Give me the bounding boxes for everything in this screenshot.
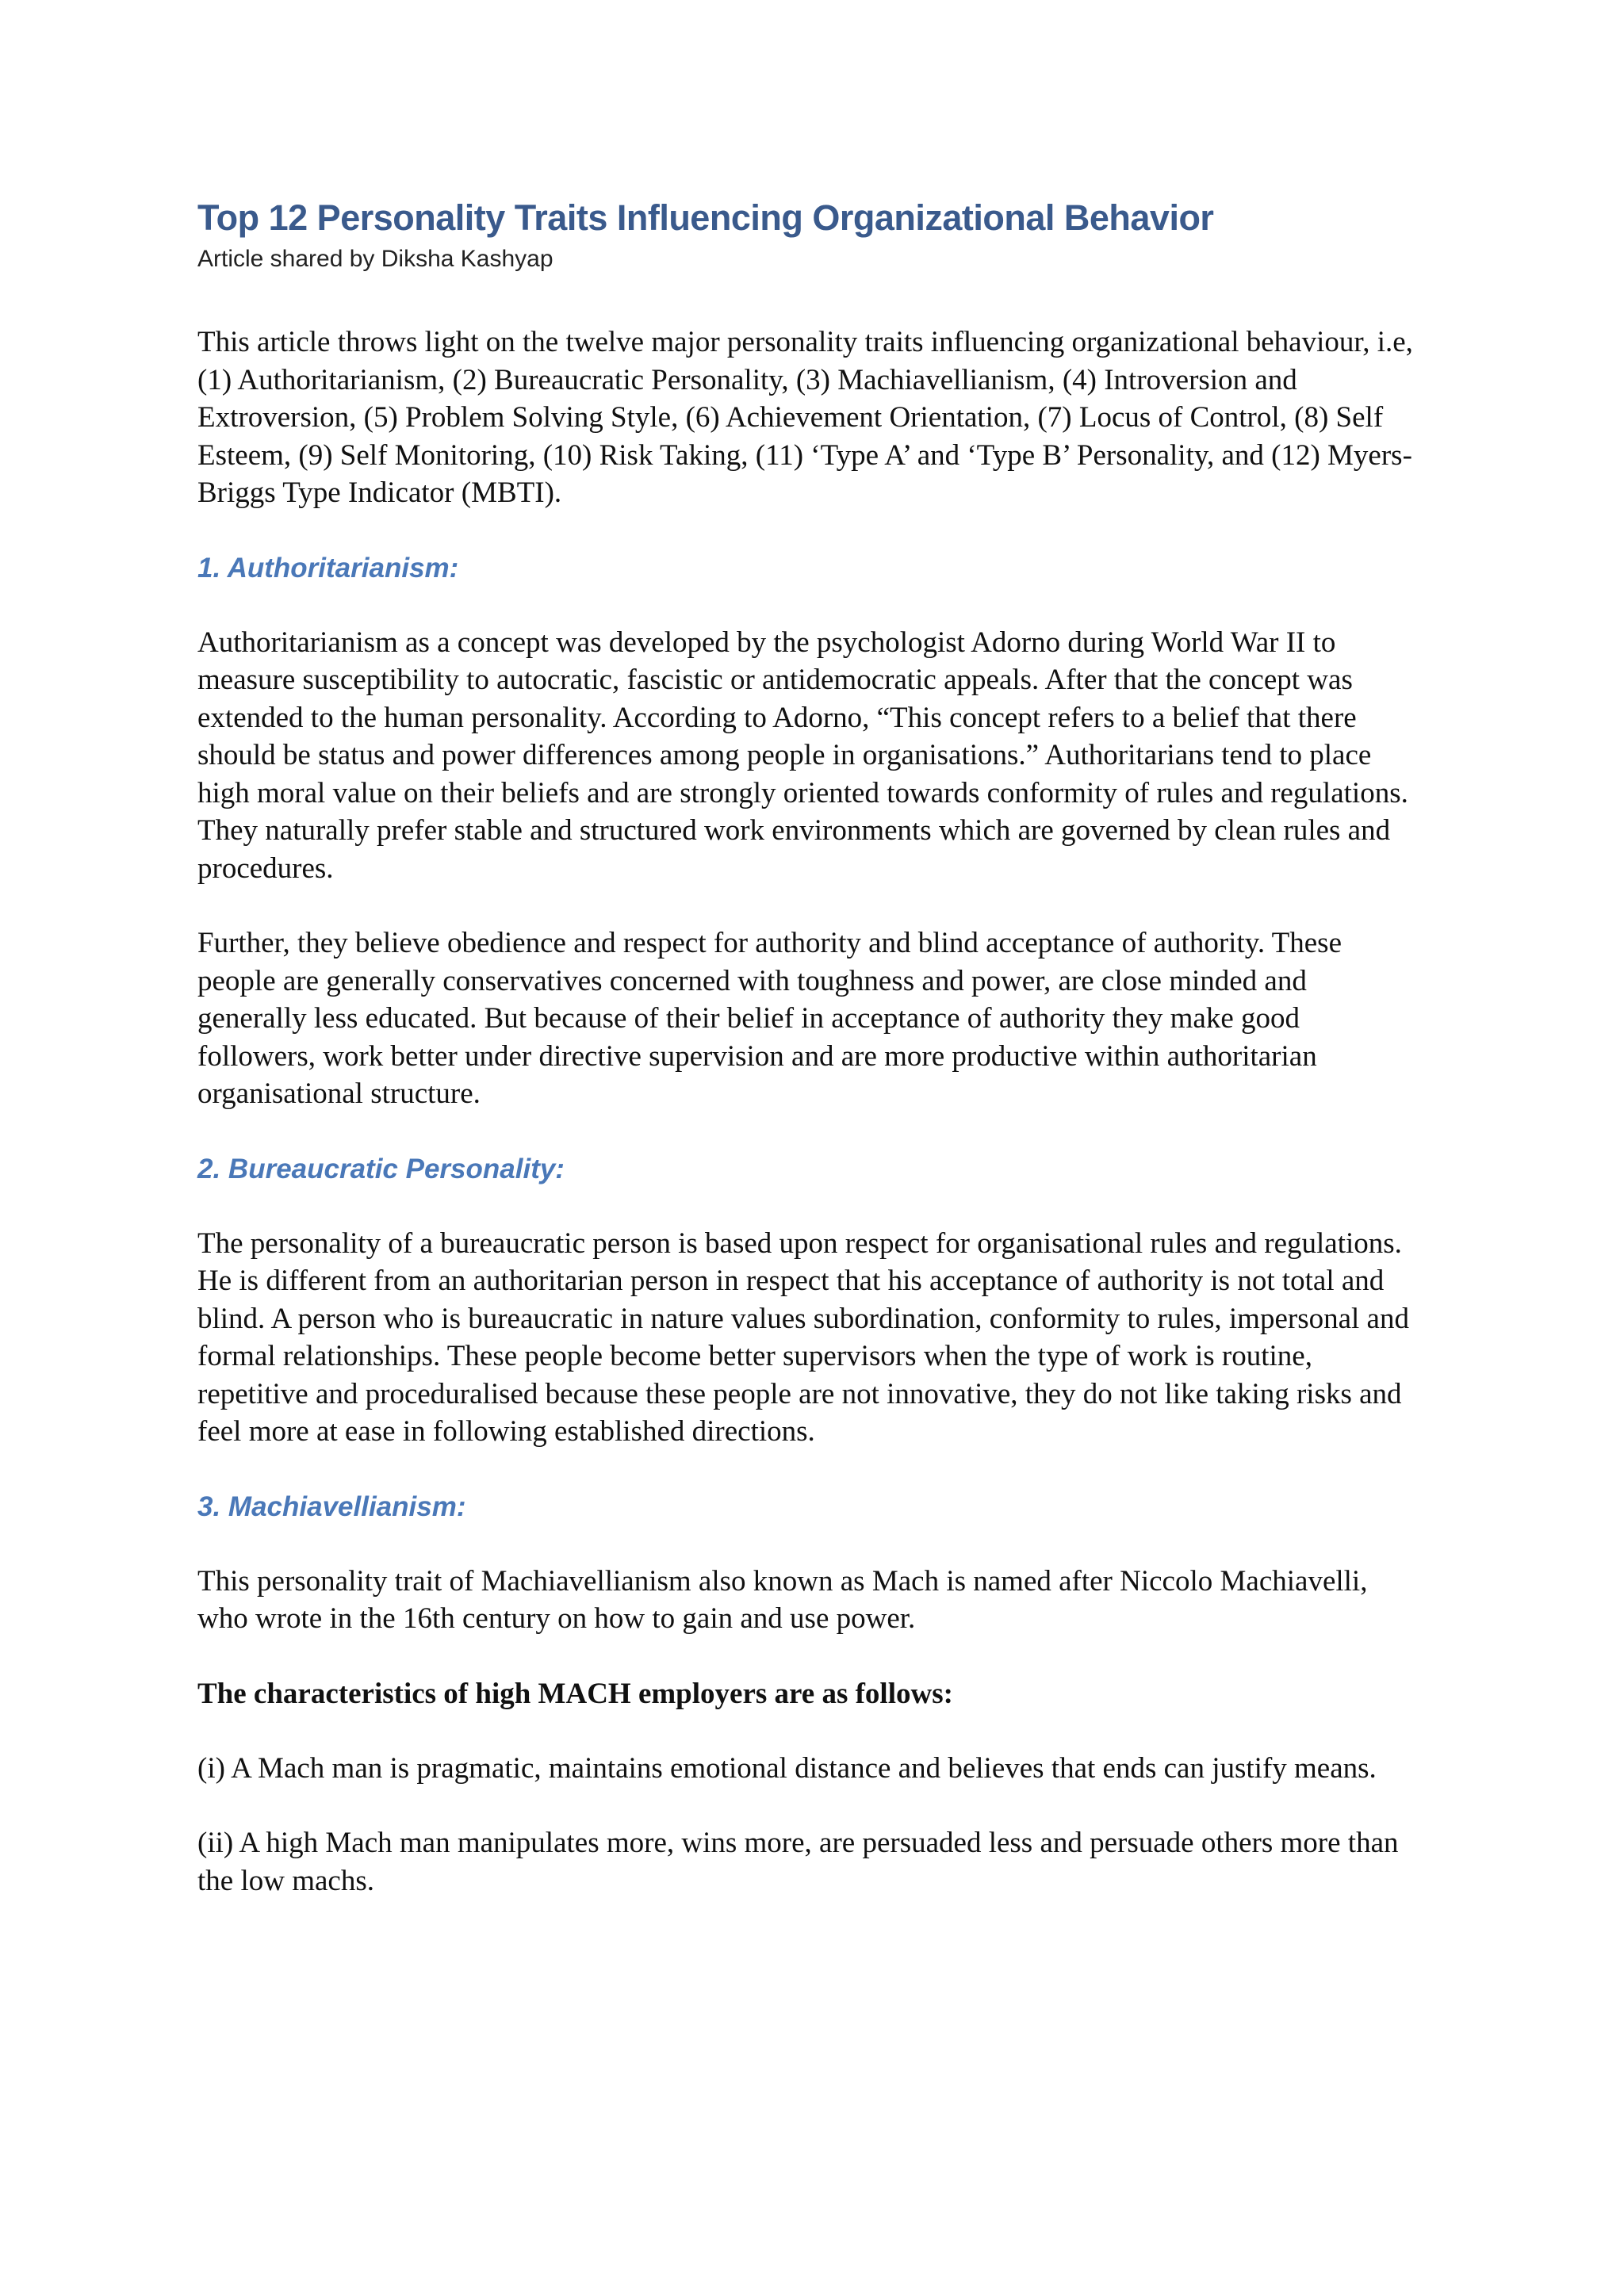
- section-heading-bureaucratic-personality: 2. Bureaucratic Personality:: [197, 1153, 565, 1184]
- paragraph-authoritarianism-1: Authoritarianism as a concept was developed by the psychologist Adorno during World War II to measure susceptibility to autocratic, fascistic or antidemocratic appeals. After that the concept was extended to the human personality. According to Adorno, “This concept refers to a belief that there should be status and power differences among people in organisations.” Authoritarians tend to place high moral value on their beliefs and are strongly oriented towards conformity of rules and regulations. They naturally prefer stable and structured work environments which are governed by clean rules and procedures.: [197, 626, 1408, 885]
- list-item: (i) A Mach man is pragmatic, maintains emotional distance and believes that ends can justify means.: [197, 1751, 1377, 1785]
- paragraph-machiavellianism: This personality trait of Machiavellianism also known as Mach is named after Niccolo Machiavelli, who wrote in the 16th century on how to gain and use power.: [197, 1564, 1368, 1635]
- section-heading-machiavellianism: 3. Machiavellianism:: [197, 1490, 466, 1522]
- characteristics-subheading: The characteristics of high MACH employers are as follows:: [197, 1677, 953, 1710]
- article-body: [197, 194, 1419, 1900]
- article-title: Top 12 Personality Traits Influencing Organizational Behavior: [197, 197, 1214, 238]
- paragraph-bureaucratic-personality: The personality of a bureaucratic person is based upon respect for organisational rules and regulations. He is different from an authoritarian person in respect that his acceptance of authority is not total and blind. A person who is bureaucratic in nature values subordination, conformity to rules, impersonal and formal relationships. These people become better supervisors when the type of work is routine, repetitive and proceduralised because these people are not innovative, they do not like taking risks and feel more at ease in following established directions.: [197, 1226, 1409, 1448]
- intro-paragraph: This article throws light on the twelve major personality traits influencing organizational behaviour, i.e, (1) Authoritarianism, (2) Bureaucratic Personality, (3) Machiavellianism, (4) Introversion and Extroversion, (5) Problem Solving Style, (6) Achievement Orientation, (7) Locus of Control, (8) Self Esteem, (9) Self Monitoring, (10) Risk Taking, (11) ‘Type A’ and ‘Type B’ Personality, and (12) Myers-Briggs Type Indicator (MBTI).: [197, 326, 1413, 509]
- paragraph-authoritarianism-2: Further, they believe obedience and respect for authority and blind acceptance of authority. These people are generally conservatives concerned with toughness and power, are close minded and generally less educated. But because of their belief in acceptance of authority they make good followers, work better under directive supervision and are more productive within authoritarian organisational structure.: [197, 927, 1342, 1110]
- list-item: (ii) A high Mach man manipulates more, wins more, are persuaded less and persuade others more than the low machs.: [197, 1827, 1399, 1897]
- article-byline: Article shared by Diksha Kashyap: [197, 246, 553, 272]
- section-heading-authoritarianism: 1. Authoritarianism:: [197, 552, 459, 584]
